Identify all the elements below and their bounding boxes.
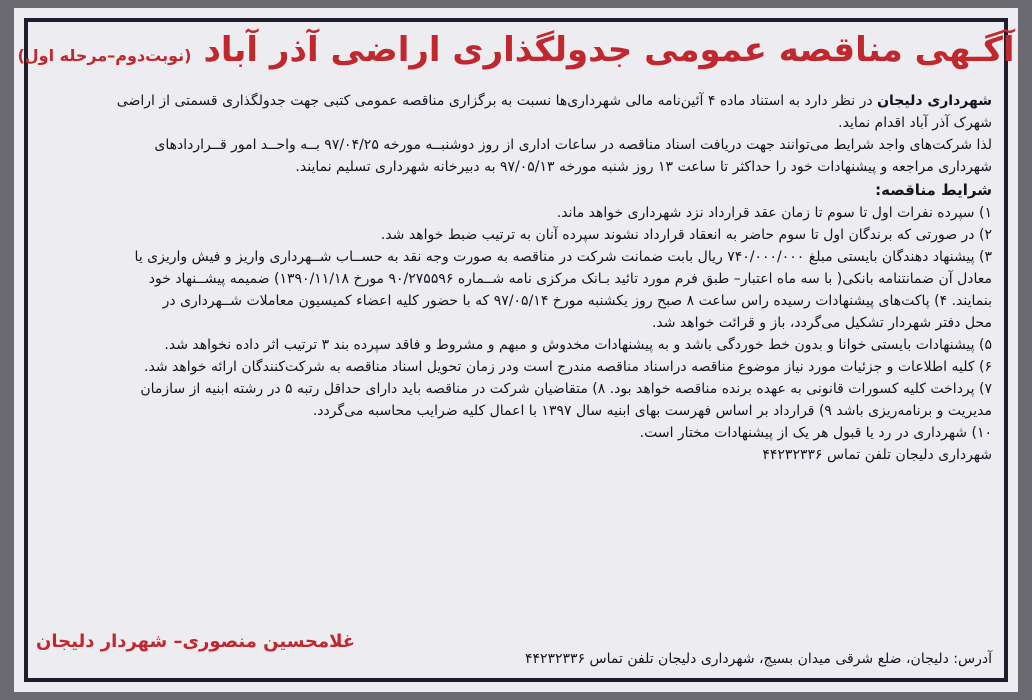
condition-10: ۱۰) شهرداری در رد یا قبول هر یک از پیشنهادات مختار است. xyxy=(639,425,992,441)
intro-org: شهرداری دلیجان xyxy=(877,93,992,109)
condition-4b: محل دفتر شهردار تشکیل می‌گردد، باز و قرائت خواهد شد. xyxy=(651,315,992,331)
condition-2: ۲) در صورتی که برندگان اول تا سوم حاضر به انعقاد قرارداد نشوند سپرده آنان به ترتیب ضبط خواهد شد. xyxy=(380,227,992,243)
title-row xyxy=(17,30,1015,90)
condition-7: ۷) پرداخت کلیه کسورات قانونی به عهده برنده مناقصه خواهد بود. ۸) متقاضیان شرکت در مناقصه باید دارای حداقل رتبه ۵ در رشته ابنیه از سازمان xyxy=(140,381,992,397)
condition-5: ۵) پیشنهادات بایستی خوانا و بدون خط خوردگی باشد و به پیشنهادات مخدوش و مبهم و مشروط و فاقد سپرده بند ۳ ترتیب اثر داده نخواهد شد. xyxy=(164,337,992,353)
condition-4a: بنمایند. ۴) پاکت‌های پیشنهادات رسیده راس ساعت ۸ صبح روز یکشنبه مورخ ۹۷/۰۵/۱۴ که با حضور کلیه اعضاء کمیسیون معاملات شــهرداری در xyxy=(162,293,992,309)
notice-stage: (نوبت‌دوم–مرحله اول) xyxy=(17,46,192,65)
intro-line-4: شهرداری مراجعه و پیشنهادات خود را حداکثر تا ساعت ۱۳ روز شنبه مورخه ۹۷/۰۵/۱۳ به دبیرخانه شهرداری تسلیم نمایند. xyxy=(295,159,992,175)
intro-line-2: شهرک آذر آباد اقدام نماید. xyxy=(838,115,992,131)
condition-1: ۱) سپرده نفرات اول تا سوم تا زمان عقد قرارداد نزد شهرداری خواهد ماند. xyxy=(556,205,992,221)
condition-6: ۶) کلیه اطلاعات و جزئیات مورد نیاز موضوع مناقصه دراسناد مناقصه مندرج است ودر زمان تحویل اسناد مناقصه به شرکت‌کنندگان ارائه خواهد شد. xyxy=(144,359,992,375)
notice-frame xyxy=(17,18,1015,682)
notice-title: آگـهی مناقصه عمومی جدولگذاری اراضی آذر آباد xyxy=(203,30,1015,70)
newspaper-clipping xyxy=(14,8,1018,692)
conditions-title: شرایط مناقصه: xyxy=(875,181,992,199)
intro-line-1 xyxy=(40,90,992,112)
phone-line: شهرداری دلیجان تلفن تماس ۴۴۲۳۲۳۳۶ xyxy=(762,447,992,463)
signature: غلامحسین منصوری– شهردار دلیجان xyxy=(36,631,356,652)
intro-text-1: در نظر دارد به استناد ماده ۴ آئین‌نامه مالی شهرداری‌ها نسبت به برگزاری مناقصه عمومی کتبی جهت جدولگذاری قسمتی از اراضی xyxy=(116,93,873,109)
condition-3b: معادل آن ضمانتنامه بانکی( با سه ماه اعتبار– طبق فرم مورد تائید بـانک مرکزی نامه شــماره ۹۰/۲۷۵۵۹۶ مورخ ۱۳۹۰/۱۱/۱۸) ضمیمه پیشــنهاد خود xyxy=(148,271,992,287)
condition-8: مدیریت و برنامه‌ریزی باشد ۹) قرارداد بر اساس فهرست بهای ابنیه سال ۱۳۹۷ با اعمال کلیه ضرایب محاسبه می‌گردد. xyxy=(312,403,992,419)
condition-3a: ۳) پیشنهاد دهندگان بایستی مبلغ ۷۴۰/۰۰۰/۰۰۰ ریال بابت ضمانت شرکت در مناقصه به صورت وجه نقد به حســاب شــهرداری واریز و فیش واریزی یا xyxy=(134,249,992,265)
address-line: آدرس: دلیجان، ضلع شرقی میدان بسیج، شهرداری دلیجان تلفن تماس ۴۴۲۳۲۳۳۶ xyxy=(524,651,992,667)
intro-line-3: لذا شرکت‌های واجد شرایط می‌توانند جهت دریافت اسناد مناقصه در ساعات اداری از روز دوشنبــه مورخه ۹۷/۰۴/۲۵ بــه واحــد امور قــراردادهای xyxy=(154,137,992,153)
